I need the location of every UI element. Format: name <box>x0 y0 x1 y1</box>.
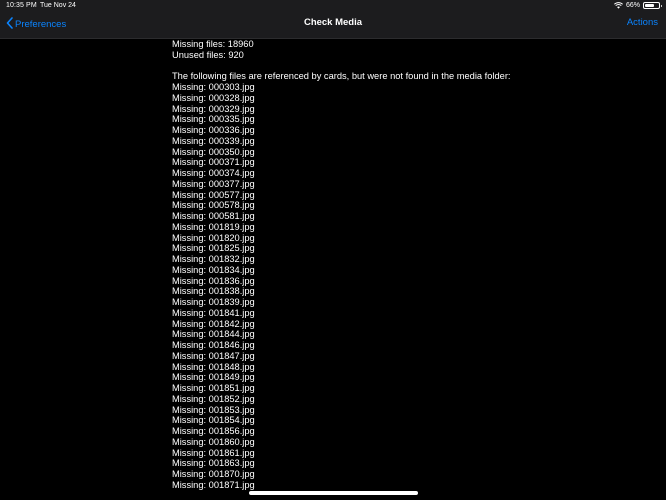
missing-file-item: Missing: 000329.jpg <box>172 103 255 114</box>
missing-file-item: Missing: 001838.jpg <box>172 286 255 297</box>
missing-file-item: Missing: 001844.jpg <box>172 329 255 340</box>
battery-icon <box>643 2 660 9</box>
status-time: 10:35 PM <box>6 2 37 9</box>
actions-button[interactable]: Actions <box>626 17 658 28</box>
navigation-bar <box>0 12 666 39</box>
missing-files-list <box>172 82 652 491</box>
missing-file-item: Missing: 000339.jpg <box>172 135 255 146</box>
missing-file-item: Missing: 000374.jpg <box>172 168 255 178</box>
missing-file-item: Missing: 001860.jpg <box>172 436 255 447</box>
missing-file-item: Missing: 001839.jpg <box>172 297 255 307</box>
spacer <box>172 61 652 72</box>
missing-file-item: Missing: 001852.jpg <box>172 393 255 404</box>
missing-file-item: Missing: 001861.jpg <box>172 447 255 458</box>
missing-file-item: Missing: 001819.jpg <box>172 221 255 232</box>
battery-percent: 66% <box>625 2 640 9</box>
missing-file-item: Missing: 000336.jpg <box>172 125 255 135</box>
missing-file-item: Missing: 000335.jpg <box>172 114 255 125</box>
status-indicators <box>614 2 660 9</box>
missing-file-item: Missing: 000350.jpg <box>172 146 255 157</box>
battery-level <box>645 4 654 7</box>
missing-file-item: Missing: 001836.jpg <box>172 275 255 286</box>
missing-file-item: Missing: 001834.jpg <box>172 264 255 275</box>
page-title: Check Media <box>303 17 363 28</box>
wifi-icon <box>614 2 623 9</box>
missing-file-item: Missing: 001848.jpg <box>172 361 255 372</box>
home-indicator[interactable] <box>249 491 418 495</box>
missing-file-item: Missing: 001846.jpg <box>172 340 255 350</box>
missing-file-item: Missing: 000371.jpg <box>172 157 255 168</box>
check-media-report <box>172 39 652 491</box>
status-bar <box>0 0 666 12</box>
missing-file-item: Missing: 001856.jpg <box>172 426 255 436</box>
back-button-label: Preferences <box>15 18 67 30</box>
missing-file-item: Missing: 001871.jpg <box>172 479 255 490</box>
missing-file-item: Missing: 001847.jpg <box>172 350 255 361</box>
missing-file-item: Missing: 000581.jpg <box>172 211 255 221</box>
missing-file-item: Missing: 000578.jpg <box>172 200 255 211</box>
missing-file-item: Missing: 001870.jpg <box>172 469 255 479</box>
missing-file-item: Missing: 000328.jpg <box>172 92 255 103</box>
missing-file-item: Missing: 001853.jpg <box>172 404 255 415</box>
missing-file-item: Missing: 000303.jpg <box>172 82 255 92</box>
missing-file-item: Missing: 001849.jpg <box>172 372 255 383</box>
missing-file-item: Missing: 000377.jpg <box>172 178 255 189</box>
missing-file-item: Missing: 001851.jpg <box>172 383 255 393</box>
missing-file-item: Missing: 001863.jpg <box>172 458 255 469</box>
missing-file-item: Missing: 001825.jpg <box>172 243 255 254</box>
missing-file-item: Missing: 001841.jpg <box>172 307 255 318</box>
missing-file-item: Missing: 001854.jpg <box>172 415 255 426</box>
missing-file-item: Missing: 001842.jpg <box>172 318 255 329</box>
missing-files-count: Missing files: 18960 <box>172 39 254 49</box>
status-date: Tue Nov 24 <box>40 2 76 9</box>
unused-files-count: Unused files: 920 <box>172 49 244 60</box>
missing-files-header: The following files are referenced by cards, but were not found in the media folder: <box>172 71 511 82</box>
missing-file-item: Missing: 001820.jpg <box>172 232 255 243</box>
missing-file-item: Missing: 000577.jpg <box>172 189 255 200</box>
missing-file-item: Missing: 001832.jpg <box>172 254 255 264</box>
